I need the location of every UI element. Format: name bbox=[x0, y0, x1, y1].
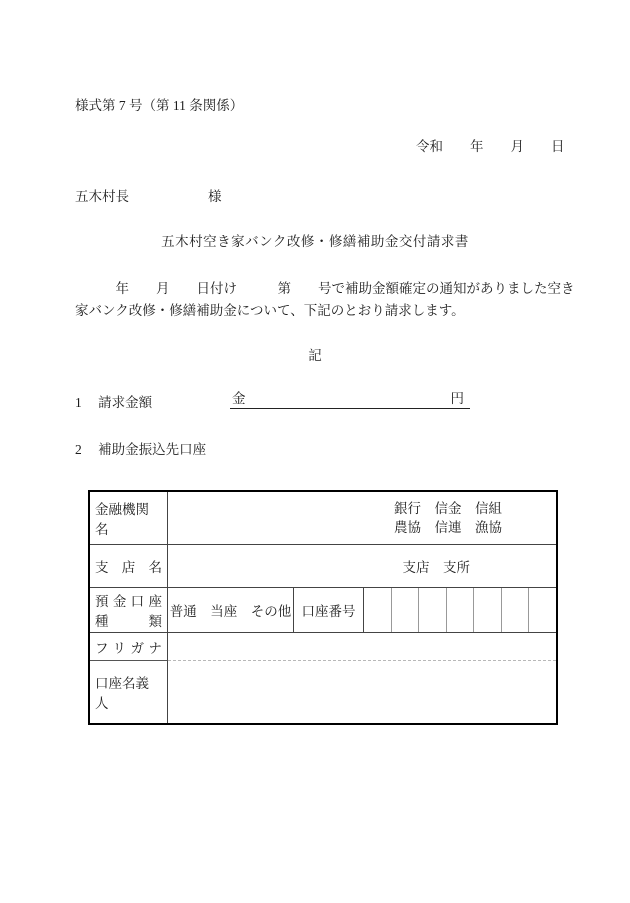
document-title: 五木村空き家バンク改修・修繕補助金交付請求書 bbox=[161, 234, 469, 249]
section-marker-ki: 記 bbox=[308, 348, 322, 363]
account-number-digit-cell bbox=[529, 588, 556, 632]
financial-institution-label-text: 金融機関名 bbox=[95, 502, 149, 537]
furigana-row bbox=[90, 633, 556, 661]
account-holder-label-text: 口座名義人 bbox=[95, 676, 149, 711]
account-number-digit-cell bbox=[392, 588, 420, 632]
furigana-value-cell bbox=[168, 633, 556, 661]
account-type-options-cell bbox=[168, 588, 294, 633]
form-number: 様式第 7 号（第 11 条関係） bbox=[75, 98, 244, 113]
account-holder-value-cell bbox=[168, 661, 556, 723]
body-line-1: 年 月 日付け 第 号で補助金額確定の通知がありました空き bbox=[75, 281, 575, 296]
account-number-digit-cell bbox=[364, 588, 392, 632]
institution-options-line-1: 銀行 信金 信組 bbox=[394, 501, 502, 516]
item-2-label: 補助金振込先口座 bbox=[98, 442, 207, 457]
amount-suffix: 円 bbox=[450, 391, 464, 406]
item-1-number: 1 bbox=[75, 395, 82, 410]
date-line: 令和 年 月 日 bbox=[416, 139, 565, 154]
branch-value-cell bbox=[168, 545, 556, 588]
account-type-label bbox=[90, 588, 168, 633]
institution-options-line-2: 農協 信連 漁協 bbox=[394, 520, 502, 535]
item-1-label: 請求金額 bbox=[98, 395, 153, 410]
financial-institution-value-cell bbox=[168, 492, 556, 545]
branch-label-text: 支店名 bbox=[95, 560, 162, 575]
branch-options: 支店 支所 bbox=[402, 560, 470, 575]
account-number-digit-cell bbox=[502, 588, 530, 632]
account-type-row bbox=[90, 588, 556, 633]
account-number-digit-cell bbox=[474, 588, 502, 632]
branch-label bbox=[90, 545, 168, 588]
amount-field bbox=[230, 389, 470, 409]
branch-row bbox=[90, 545, 556, 588]
addressee-row bbox=[0, 185, 630, 205]
account-number-digit-cell bbox=[419, 588, 447, 632]
amount-prefix: 金 bbox=[232, 391, 246, 406]
financial-institution-row bbox=[90, 492, 556, 545]
furigana-label bbox=[90, 633, 168, 661]
body-line-2: 家バンク改修・修繕補助金について、下記のとおり請求します。 bbox=[75, 303, 465, 318]
financial-institution-label bbox=[90, 492, 168, 545]
body-paragraph bbox=[75, 278, 575, 322]
account-number-digit-cell bbox=[447, 588, 475, 632]
addressee-honorific: 様 bbox=[208, 189, 222, 204]
account-type-label-line-2: 種類 bbox=[95, 614, 162, 629]
furigana-label-text: フリガナ bbox=[95, 640, 162, 656]
account-number-digit-cells bbox=[364, 588, 556, 633]
account-number-label-cell bbox=[294, 588, 364, 633]
item-2-number: 2 bbox=[75, 442, 82, 457]
addressee-name: 五木村長 bbox=[75, 189, 129, 204]
account-holder-label bbox=[90, 661, 168, 723]
item-1-row bbox=[75, 391, 152, 411]
account-type-label-line-1: 預金口座 bbox=[95, 594, 162, 609]
account-number-label: 口座番号 bbox=[301, 604, 356, 619]
account-type-options: 普通 当座 その他 bbox=[169, 604, 292, 619]
bank-account-table bbox=[88, 490, 558, 725]
item-2-row bbox=[75, 438, 206, 458]
account-holder-row bbox=[90, 661, 556, 723]
